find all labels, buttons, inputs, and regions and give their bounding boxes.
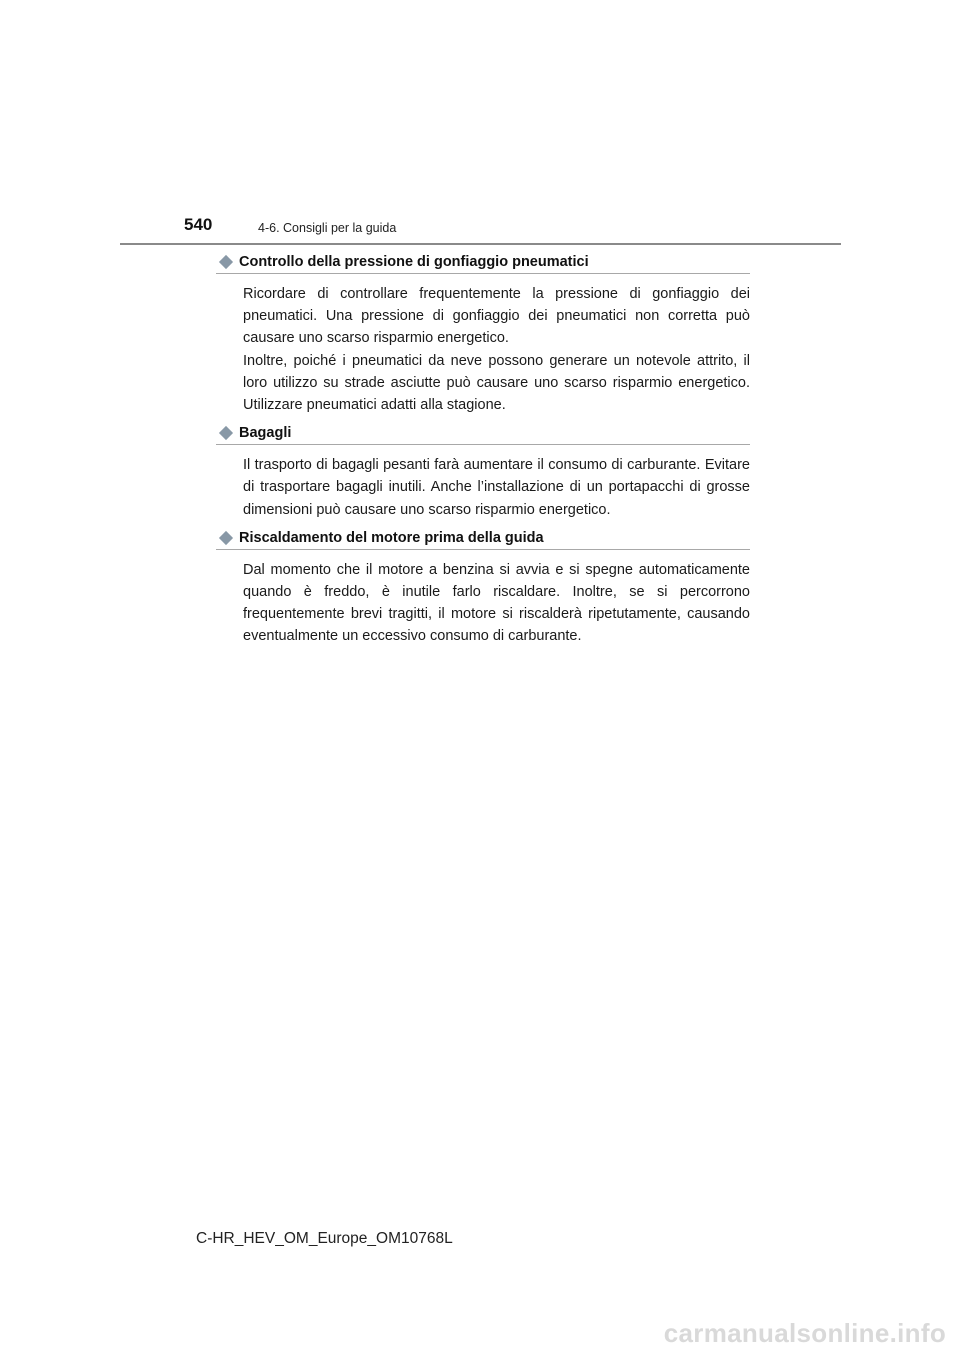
section-tire-pressure	[216, 253, 750, 416]
section-heading	[216, 253, 750, 274]
paragraph: Dal momento che il motore a benzina si avvia e si spegne automaticamente quando è freddo, è inutile farlo riscaldare. Inoltre, se si percorrono frequentemente brevi tragitti, il motore si riscalderà ripetutamente, causando eventualmente un eccessivo consumo di carburante.	[243, 561, 750, 645]
section-heading	[216, 529, 750, 550]
section-heading-text: Controllo della pressione di gonfiaggio pneumatici	[239, 254, 589, 270]
page-number: 540	[184, 215, 213, 234]
section-heading-text: Riscaldamento del motore prima della guida	[239, 529, 544, 546]
section-heading	[216, 424, 750, 445]
section-heading-text: Bagagli	[239, 425, 292, 442]
paragraph: Inoltre, poiché i pneumatici da neve possono generare un notevole attrito, il loro utilizzo su strade asciutte può causare uno scarso risparmio energetico. Utilizzare pneumatici adatti alla stagione.	[243, 352, 750, 414]
section-body	[243, 454, 750, 521]
section-body	[243, 283, 750, 416]
paragraph: Ricordare di controllare frequentemente la pressione di gonfiaggio dei pneumatici. Una pressione di gonfiaggio dei pneumatici non corretta può causare uno scarso risparmio energetico.	[243, 286, 750, 347]
section-engine-warmup	[216, 529, 750, 648]
section-body	[243, 559, 750, 648]
diamond-bullet-icon	[219, 255, 233, 269]
diamond-bullet-icon	[219, 531, 233, 545]
section-label: 4-6. Consigli per la guida	[258, 221, 397, 235]
section-luggage	[216, 424, 750, 521]
paragraph: Il trasporto di bagagli pesanti farà aumentare il consumo di carburante. Evitare di trasportare bagagli inutili. Anche l’installazione di un portapacchi di grosse dimensioni può causare uno scarso risparmio energetico.	[243, 457, 750, 518]
diamond-bullet-icon	[219, 426, 233, 440]
content	[216, 253, 750, 656]
watermark: carmanualsonline.info	[663, 1318, 946, 1348]
footer-document-id: C-HR_HEV_OM_Europe_OM10768L	[196, 1230, 453, 1247]
header-rule	[120, 243, 841, 245]
